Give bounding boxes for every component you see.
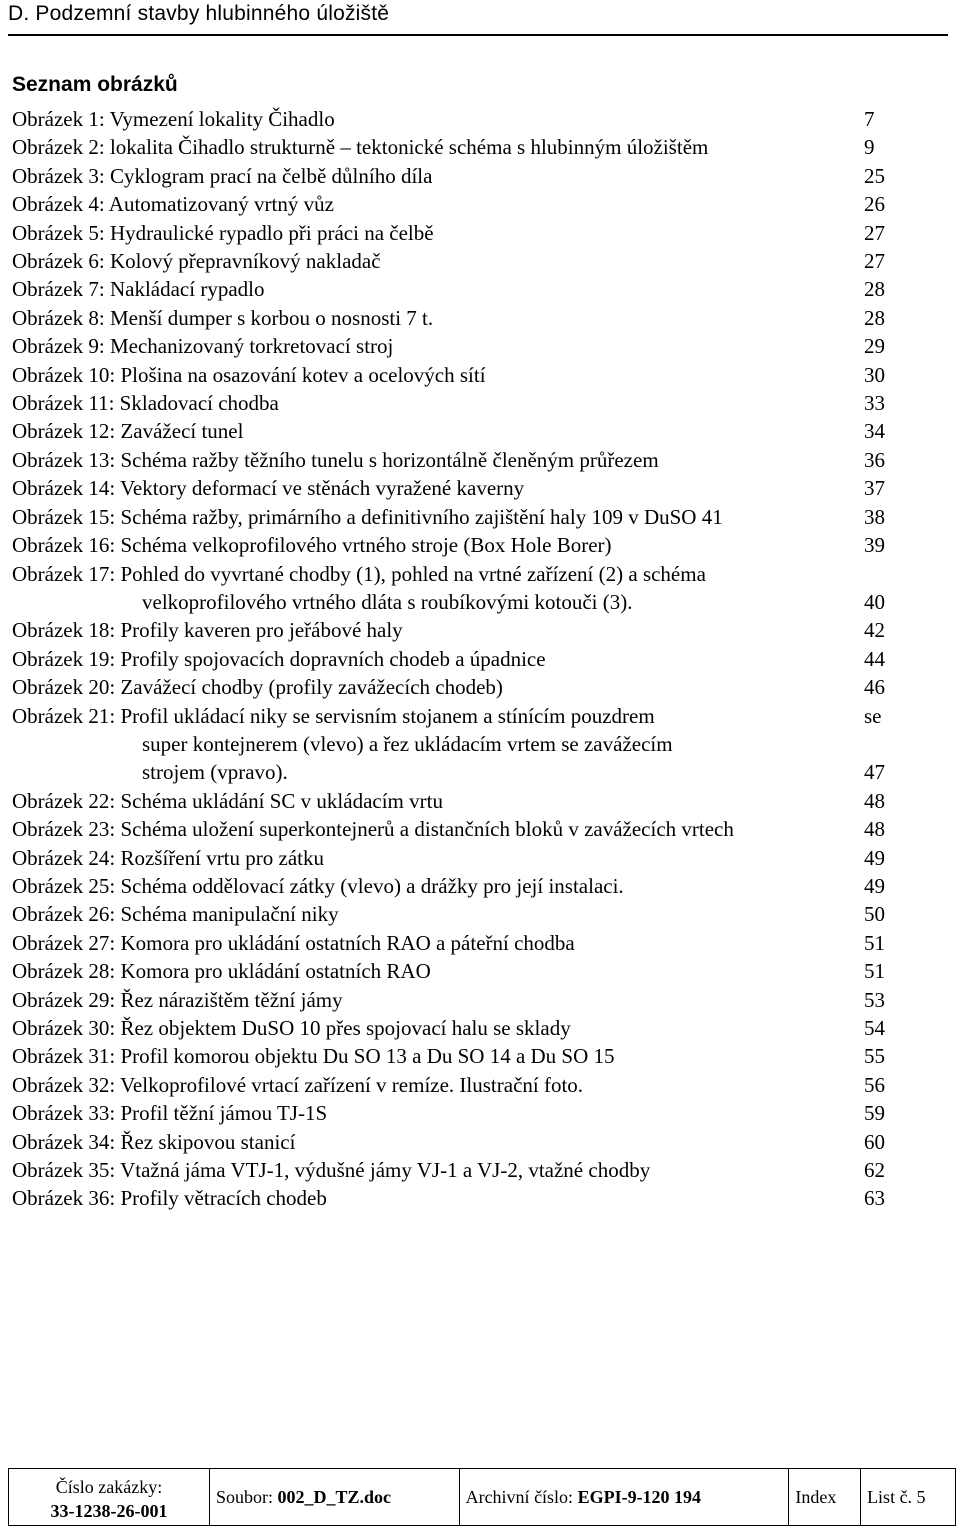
archive-label: Archivní číslo:: [465, 1486, 578, 1507]
figure-caption: [12, 900, 864, 928]
figure-list-item: [12, 1071, 942, 1099]
figure-list-item: [12, 190, 942, 218]
figure-list-item: [12, 1099, 942, 1127]
figure-caption: [12, 844, 864, 872]
caption-line: Obrázek 26: Schéma manipulační niky: [12, 902, 339, 927]
caption-line: Obrázek 33: Profil těžní jámou TJ-1S: [12, 1101, 328, 1126]
page-number-column: [864, 673, 885, 701]
page-number: 9: [864, 135, 875, 160]
page-number-column: [864, 474, 885, 502]
page-number: 49: [864, 845, 885, 870]
caption-line: Obrázek 31: Profil komorou objektu Du SO 13 a Du SO 14 a Du SO 15: [12, 1044, 615, 1069]
page-number-column: [864, 1042, 885, 1070]
page-number: 33: [864, 391, 885, 416]
figure-list-item: [12, 673, 942, 701]
page-number: 27: [864, 220, 885, 245]
figure-list-item: [12, 900, 942, 928]
figure-caption: [12, 1042, 864, 1070]
figure-list-item: [12, 986, 942, 1014]
page-number-column: [864, 844, 885, 872]
figure-list-item: [12, 133, 942, 161]
order-number-value: 33-1238-26-001: [50, 1501, 168, 1521]
caption-line: Obrázek 15: Schéma ražby, primárního a definitivního zajištění haly 109 v DuSO 41: [12, 504, 723, 529]
figure-caption: [12, 474, 864, 502]
page-number: 47: [864, 760, 885, 785]
figure-caption: [12, 105, 864, 133]
page-number: 46: [864, 675, 885, 700]
file-cell: [210, 1469, 460, 1526]
caption-line: Obrázek 20: Zavážecí chodby (profily zavážecích chodeb): [12, 675, 503, 700]
figure-caption: [12, 446, 864, 474]
document-footer: [8, 1468, 956, 1526]
figure-list-item: [12, 1014, 942, 1042]
caption-line: Obrázek 3: Cyklogram prací na čelbě důlního díla: [12, 163, 433, 188]
header-title: D. Podzemní stavby hlubinného úložiště: [8, 2, 390, 25]
page-number: 40: [864, 589, 885, 614]
figure-list-item: [12, 1128, 942, 1156]
caption-line: Obrázek 6: Kolový přepravníkový nakladač: [12, 249, 381, 274]
page-number: 7: [864, 107, 875, 131]
page-number-column: [864, 957, 885, 985]
page-number: 51: [864, 959, 885, 984]
figure-caption: [12, 929, 864, 957]
figure-caption: [12, 986, 864, 1014]
page-number-column: [864, 872, 885, 900]
file-label: Soubor:: [216, 1486, 278, 1507]
caption-line: Obrázek 12: Zavážecí tunel: [12, 419, 244, 444]
figure-caption: [12, 702, 864, 787]
page-number: 39: [864, 533, 885, 558]
figure-caption: [12, 133, 864, 161]
caption-line: Obrázek 11: Skladovací chodba: [12, 391, 279, 416]
figure-caption: [12, 1184, 864, 1212]
figure-list-item: [12, 417, 942, 445]
page-number: 34: [864, 419, 885, 444]
caption-line: Obrázek 9: Mechanizovaný torkretovací stroj: [12, 334, 394, 359]
figure-caption: [12, 219, 864, 247]
page-number-column: [864, 332, 885, 360]
page-number-column: [864, 900, 885, 928]
caption-line: Obrázek 22: Schéma ukládání SC v ukládacím vrtu: [12, 788, 443, 813]
caption-line: Obrázek 32: Velkoprofilové vrtací zařízení v remíze. Ilustrační foto.: [12, 1072, 584, 1097]
figure-caption: [12, 616, 864, 644]
caption-line: Obrázek 28: Komora pro ukládání ostatních RAO: [12, 959, 431, 984]
caption-line: Obrázek 7: Nakládací rypadlo: [12, 277, 265, 302]
caption-line: Obrázek 8: Menší dumper s korbou o nosnosti 7 t.: [12, 305, 434, 330]
page-number-column: [864, 1184, 885, 1212]
page-number-column: [864, 219, 885, 247]
page-number-column: [864, 503, 885, 531]
page-number: 51: [864, 930, 885, 955]
page-number-column: [864, 389, 885, 417]
figure-caption: [12, 361, 864, 389]
caption-line: Obrázek 16: Schéma velkoprofilového vrtného stroje (Box Hole Borer): [12, 533, 612, 558]
caption-continuation-line: strojem (vpravo).: [142, 760, 288, 785]
figure-caption: [12, 332, 864, 360]
caption-line: Obrázek 18: Profily kaveren pro jeřábové haly: [12, 618, 403, 643]
figure-list-title: Seznam obrázků: [12, 73, 178, 96]
caption-line: Obrázek 17: Pohled do vyvrtané chodby (1), pohled na vrtné zařízení (2) a schéma: [12, 561, 706, 586]
page-number: 28: [864, 305, 885, 330]
figure-list-item: [12, 361, 942, 389]
caption-line: Obrázek 4: Automatizovaný vrtný vůz: [12, 192, 334, 217]
page-number: 28: [864, 277, 885, 302]
page-number: 48: [864, 817, 885, 842]
page-number: 25: [864, 163, 885, 188]
page-number: 49: [864, 873, 885, 898]
figure-caption: [12, 389, 864, 417]
figure-caption: [12, 645, 864, 673]
page-number-column: [864, 105, 875, 133]
caption-line: Obrázek 34: Řez skipovou stanicí: [12, 1129, 296, 1154]
caption-line: Obrázek 21: Profil ukládací niky se servisním stojanem a stínícím pouzdrem: [12, 703, 655, 728]
figure-list-item: [12, 446, 942, 474]
figure-caption: [12, 673, 864, 701]
caption-line: Obrázek 36: Profily větracích chodeb: [12, 1186, 327, 1211]
figure-list-item: [12, 815, 942, 843]
archive-cell: [459, 1469, 789, 1526]
page-number-column: [864, 275, 885, 303]
page-number: 37: [864, 476, 885, 501]
caption-line: Obrázek 14: Vektory deformací ve stěnách vyražené kaverny: [12, 476, 525, 501]
figure-list-item: [12, 503, 942, 531]
figure-caption: [12, 162, 864, 190]
page-number-column: [864, 645, 885, 673]
figure-caption: [12, 787, 864, 815]
page-number: 63: [864, 1186, 885, 1211]
figure-list-item: [12, 1156, 942, 1184]
page-number-column: [864, 247, 885, 275]
figure-caption: [12, 190, 864, 218]
order-number-label: Číslo zakázky:: [55, 1477, 163, 1497]
caption-line: Obrázek 23: Schéma uložení superkontejnerů a distančních bloků v zavážecích vrtech: [12, 817, 734, 842]
page-number-column: [864, 361, 885, 389]
page-number-column: [864, 787, 885, 815]
figure-caption: [12, 560, 864, 617]
figure-caption: [12, 304, 864, 332]
figure-caption: [12, 1156, 864, 1184]
figure-list-item: [12, 872, 942, 900]
figure-list-item: [12, 929, 942, 957]
figure-list-item: [12, 474, 942, 502]
page-number: 50: [864, 902, 885, 927]
figure-caption: [12, 503, 864, 531]
figure-list-item: [12, 702, 942, 787]
figure-list-item: [12, 645, 942, 673]
page-number-column: [864, 588, 885, 616]
page-number-column: [864, 531, 885, 559]
page-number: 29: [864, 334, 885, 359]
page-number-column: [864, 702, 885, 787]
caption-line: Obrázek 19: Profily spojovacích dopravních chodeb a úpadnice: [12, 646, 546, 671]
page-number-column: [864, 616, 885, 644]
page-number: 59: [864, 1101, 885, 1126]
caption-line: Obrázek 30: Řez objektem DuSO 10 přes spojovací halu se sklady: [12, 1016, 571, 1040]
figure-list: [12, 105, 942, 1213]
caption-line: Obrázek 25: Schéma oddělovací zátky (vlevo) a drážky pro její instalaci.: [12, 873, 624, 898]
figure-caption: [12, 247, 864, 275]
page-number: 53: [864, 987, 885, 1012]
page-number-column: [864, 1156, 885, 1184]
index-cell: [789, 1469, 861, 1526]
page-number-column: [864, 133, 875, 161]
figure-list-item: [12, 957, 942, 985]
page-number: 62: [864, 1158, 885, 1183]
index-label: Index: [795, 1486, 837, 1507]
figure-caption: [12, 531, 864, 559]
figure-caption: [12, 1128, 864, 1156]
caption-line: Obrázek 27: Komora pro ukládání ostatních RAO a páteřní chodba: [12, 930, 575, 955]
figure-list-item: [12, 247, 942, 275]
page-number: 55: [864, 1044, 885, 1069]
figure-list-item: [12, 105, 942, 133]
figure-caption: [12, 275, 864, 303]
page-number: 30: [864, 362, 885, 387]
figure-caption: [12, 872, 864, 900]
page-number: 27: [864, 249, 885, 274]
figure-list-item: [12, 787, 942, 815]
figure-list-item: [12, 560, 942, 617]
figure-list-item: [12, 531, 942, 559]
figure-list-item: [12, 1042, 942, 1070]
page-number-column: [864, 446, 885, 474]
figure-list-item: [12, 162, 942, 190]
sheet-cell: [861, 1469, 956, 1526]
page-number: 42: [864, 618, 885, 643]
sheet-label: List č. 5: [867, 1486, 926, 1507]
page-number: 60: [864, 1129, 885, 1154]
caption-line: Obrázek 24: Rozšíření vrtu pro zátku: [12, 845, 324, 870]
figure-caption: [12, 957, 864, 985]
page-number: 54: [864, 1016, 885, 1040]
page-number-fragment: se: [864, 703, 882, 728]
page-header: [8, 0, 948, 36]
figure-list-item: [12, 616, 942, 644]
caption-line: Obrázek 5: Hydraulické rypadlo při práci na čelbě: [12, 220, 434, 245]
page-number-column: [864, 417, 885, 445]
page-number-column: [864, 929, 885, 957]
page-number: 48: [864, 788, 885, 813]
caption-line: Obrázek 1: Vymezení lokality Čihadlo: [12, 107, 335, 131]
figure-list-item: [12, 389, 942, 417]
page-number: 56: [864, 1072, 885, 1097]
caption-continuation-line: velkoprofilového vrtného dláta s roubíkovými kotouči (3).: [142, 589, 633, 614]
page-number: 26: [864, 192, 885, 217]
figure-caption: [12, 815, 864, 843]
caption-line: Obrázek 13: Schéma ražby těžního tunelu s horizontálně členěným průřezem: [12, 447, 659, 472]
page-number-column: [864, 1128, 885, 1156]
caption-line: Obrázek 10: Plošina na osazování kotev a ocelových sítí: [12, 362, 486, 387]
page-number-column: [864, 1099, 885, 1127]
page-number: 36: [864, 447, 885, 472]
page-number-column: [864, 190, 885, 218]
page-number-column: [864, 986, 885, 1014]
page-number: 38: [864, 504, 885, 529]
figure-list-item: [12, 219, 942, 247]
caption-line: Obrázek 29: Řez nárazištěm těžní jámy: [12, 987, 343, 1012]
figure-list-item: [12, 1184, 942, 1212]
figure-list-item: [12, 332, 942, 360]
page-number-column: [864, 815, 885, 843]
figure-list-item: [12, 275, 942, 303]
figure-list-item: [12, 304, 942, 332]
figure-caption: [12, 417, 864, 445]
page-number-column: [864, 162, 885, 190]
figure-caption: [12, 1014, 864, 1042]
page-number: 44: [864, 646, 885, 671]
caption-continuation-line: super kontejnerem (vlevo) a řez ukládacím vrtem se zavážecím: [142, 731, 673, 756]
figure-list-item: [12, 844, 942, 872]
page-number-column: [864, 1071, 885, 1099]
figure-caption: [12, 1071, 864, 1099]
page-number-column: [864, 1014, 885, 1042]
archive-value: EGPI-9-120 194: [577, 1486, 702, 1507]
caption-line: Obrázek 35: Vtažná jáma VTJ-1, výdušné jámy VJ-1 a VJ-2, vtažné chodby: [12, 1158, 651, 1183]
order-number-cell: [9, 1469, 210, 1526]
file-value: 002_D_TZ.doc: [277, 1486, 392, 1507]
page-number-column: [864, 304, 885, 332]
figure-caption: [12, 1099, 864, 1127]
caption-line: Obrázek 2: lokalita Čihadlo strukturně – tektonické schéma s hlubinným úložištěm: [12, 135, 709, 160]
